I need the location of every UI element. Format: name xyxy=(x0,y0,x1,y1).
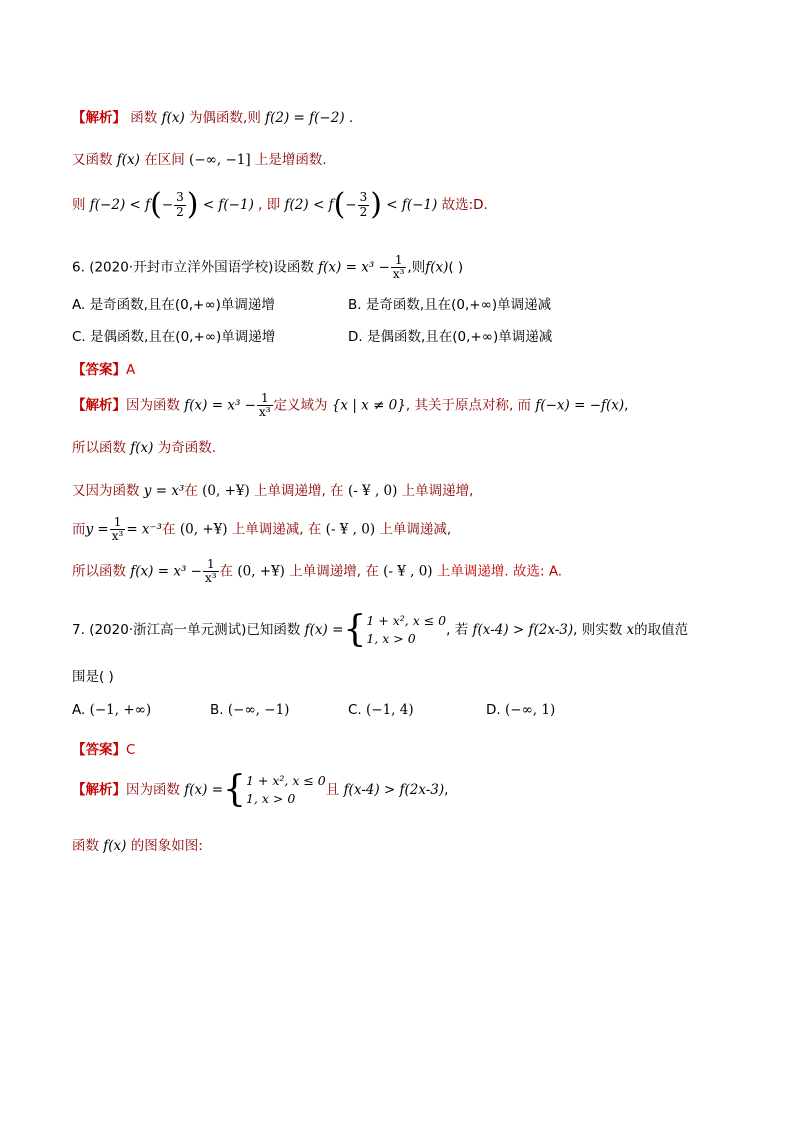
paren: ) xyxy=(186,187,199,222)
q5-text: 故选:D. xyxy=(441,197,488,213)
q5-expr: f(2) < f xyxy=(284,197,334,213)
q7-text: 函数 xyxy=(72,838,99,854)
q6-solution-line-5 xyxy=(72,558,562,585)
option-text: (−1, 4) xyxy=(366,702,414,718)
q5-text: 上是增函数. xyxy=(254,152,327,168)
q6-text: 所以函数 xyxy=(72,563,126,580)
q6-text: 上单调递增. 故选: A. xyxy=(436,563,563,580)
q6-text: 定义域为 xyxy=(273,397,328,414)
q7-text: , 若 xyxy=(446,622,469,639)
fraction: $\frac{1}{\text{x³}}$ xyxy=(111,515,124,544)
q7-solution-line-2 xyxy=(72,834,203,854)
q7-option-c xyxy=(348,702,414,718)
q5-text: 为偶函数,则 xyxy=(189,110,261,126)
brace: { xyxy=(343,609,367,651)
q6-text: 为奇函数. xyxy=(157,440,217,456)
q7-expr: f(x-4) > f(2x-3) xyxy=(343,782,445,799)
option-text: (−1, +∞) xyxy=(89,702,152,718)
q7-solution-line-1 xyxy=(72,769,449,811)
q7-expr: f(x) = xyxy=(184,782,224,799)
question-number: 7. xyxy=(72,622,85,639)
q7-option-a xyxy=(72,702,151,718)
q6-text: 在 xyxy=(219,563,234,580)
q7-text: 的取值范 xyxy=(634,622,689,639)
solution-tag: 【解析】 xyxy=(72,110,126,126)
q6-text: , 其关于原点对称, 而 xyxy=(405,397,532,414)
q7-expr: f(x) xyxy=(103,838,127,854)
q5-expr: f(−2) < f xyxy=(89,197,151,213)
option-label: D. xyxy=(348,329,363,345)
q7-text: 围是( ) xyxy=(72,669,114,685)
option-text: 是偶函数,且在(0,+∞)单调递增 xyxy=(90,329,276,345)
q6-expr: y = xyxy=(85,521,109,538)
option-text: (−∞, −1) xyxy=(227,702,290,718)
paren: ) xyxy=(370,187,382,222)
q6-text: ,则 xyxy=(407,259,426,276)
question-number: 6. xyxy=(72,259,85,276)
q6-interval: (0, +¥) xyxy=(237,563,285,580)
q6-text: 上单调递减, 在 xyxy=(231,521,322,538)
q6-option-d xyxy=(348,325,552,345)
fraction: $\frac{1}{\text{x³}}$ xyxy=(392,253,405,282)
q7-text: 因为函数 xyxy=(126,782,180,799)
q7-text: 的图象如图: xyxy=(130,838,203,854)
fraction: $\frac{1}{\text{x³}}$ xyxy=(204,557,217,586)
q7-expr: f(x) = xyxy=(304,622,344,639)
q6-expr: f(x) = x³ − xyxy=(184,397,256,414)
option-label: C. xyxy=(72,329,86,345)
q7-expr: x xyxy=(626,622,635,639)
q5-text: , 即 xyxy=(258,197,281,213)
option-text: 是奇函数,且在(0,+∞)单调递减 xyxy=(365,297,552,313)
option-label: B. xyxy=(210,702,224,718)
option-label: A. xyxy=(72,297,86,313)
q5-interval: (−∞, −1] xyxy=(189,152,251,168)
q6-answer xyxy=(72,358,135,378)
option-text: (−∞, 1) xyxy=(504,702,556,718)
brace: { xyxy=(223,769,246,811)
q6-set: {x | x ≠ 0} xyxy=(331,397,406,414)
q5-solution-line-2 xyxy=(72,148,327,168)
answer-value: A xyxy=(126,362,136,378)
q6-solution-line-3 xyxy=(72,479,473,499)
q5-text: 又函数 xyxy=(72,152,113,168)
q6-text: 在 xyxy=(162,521,176,538)
q6-expr: f(−x) = −f(x) xyxy=(535,397,625,414)
solution-tag: 【解析】 xyxy=(72,397,126,414)
q6-option-a xyxy=(72,293,275,313)
q6-text: 上单调递增, xyxy=(401,483,474,499)
q6-text: 设函数 xyxy=(273,259,314,276)
paren: ( xyxy=(150,187,162,222)
q5-text: 函数 xyxy=(130,110,158,126)
piecewise-cases: 1 + x², x ≤ 0 1, x > 0 xyxy=(366,613,447,647)
q6-expr: f(x) xyxy=(130,440,154,456)
q7-stem-line-2 xyxy=(72,665,114,685)
q6-expr: f(x) xyxy=(425,259,449,276)
q5-text: 则 xyxy=(72,197,86,213)
q5-text: 在区间 xyxy=(144,152,185,168)
q6-text: 因为函数 xyxy=(126,397,180,414)
q6-option-b xyxy=(348,293,551,313)
q7-text: 已知函数 xyxy=(246,622,301,639)
q6-expr: = x⁻³ xyxy=(126,521,163,538)
answer-value: C xyxy=(126,742,136,758)
q6-text: 又因为函数 xyxy=(72,483,140,499)
q5-expr: < f(−1) xyxy=(202,197,254,213)
fraction: $\frac{3}{2}$ xyxy=(176,190,184,219)
answer-tag: 【答案】 xyxy=(72,362,126,378)
q5-expr: f(x) xyxy=(116,152,140,168)
q7-option-b xyxy=(210,702,289,718)
q6-text: 所以函数 xyxy=(72,440,126,456)
q6-solution-line-4 xyxy=(72,516,451,543)
option-label: A. xyxy=(72,702,86,718)
q6-solution-line-1 xyxy=(72,392,628,419)
fraction: $\frac{1}{\text{x³}}$ xyxy=(258,391,271,420)
q6-solution-line-2 xyxy=(72,436,216,456)
question-source: (2020·浙江高一单元测试) xyxy=(89,622,247,639)
solution-tag: 【解析】 xyxy=(72,782,126,799)
q5-solution-line-1 xyxy=(72,106,353,126)
answer-blank: ( ) xyxy=(448,259,464,276)
q5-expr: < f(−1) xyxy=(386,197,438,213)
q7-stem xyxy=(72,609,689,651)
question-source: (2020·开封市立洋外国语学校) xyxy=(89,259,274,276)
option-label: D. xyxy=(486,702,501,718)
option-label: B. xyxy=(348,297,362,313)
q7-option-d xyxy=(486,702,555,718)
q6-text: 在 xyxy=(184,483,198,499)
q6-interval: (- ¥ , 0) xyxy=(383,563,433,580)
q6-text: 上单调递增, 在 xyxy=(289,563,379,580)
answer-tag: 【答案】 xyxy=(72,742,126,758)
q6-expr: f(x) = x³ − xyxy=(318,259,390,276)
q6-text: 上单调递减, xyxy=(379,521,452,538)
q6-expr: f(x) = x³ − xyxy=(130,563,202,580)
q7-answer xyxy=(72,738,135,758)
q5-expr: f(x) xyxy=(161,110,185,126)
q6-interval: (0, +¥) xyxy=(179,521,228,538)
q7-text: , xyxy=(444,782,449,799)
option-text: 是偶函数,且在(0,+∞)单调递减 xyxy=(366,329,553,345)
q6-option-c xyxy=(72,325,275,345)
q7-text: , 则实数 xyxy=(573,622,623,639)
piecewise-cases: 1 + x², x ≤ 0 1, x > 0 xyxy=(245,773,326,807)
q7-expr: f(x-4) > f(2x-3) xyxy=(472,622,574,639)
q5-expr: f(2) = f(−2) xyxy=(265,110,345,126)
q6-text: , xyxy=(624,397,629,414)
q6-stem xyxy=(72,254,463,281)
q5-solution-line-3: 则 f(−2) < f(− $\frac{3}{2}$ ) < f(−1) , 即 f(2) < f(− $\frac{3}{2}$ ) < f(−1) 故选:D. xyxy=(72,187,488,222)
q6-expr: y = x³ xyxy=(143,483,185,499)
q6-interval: (- ¥ , 0) xyxy=(325,521,376,538)
q6-text: 而 xyxy=(72,521,86,538)
option-text: 是奇函数,且在(0,+∞)单调递增 xyxy=(89,297,275,313)
q5-text: . xyxy=(348,110,354,126)
q6-text: 上单调递增, 在 xyxy=(254,483,344,499)
q6-interval: (- ¥ , 0) xyxy=(347,483,398,499)
option-label: C. xyxy=(348,702,362,718)
fraction: $\frac{3}{2}$ xyxy=(359,190,368,219)
q6-interval: (0, +¥) xyxy=(202,483,250,499)
paren: ( xyxy=(333,187,346,222)
q7-text: 且 xyxy=(325,782,340,799)
